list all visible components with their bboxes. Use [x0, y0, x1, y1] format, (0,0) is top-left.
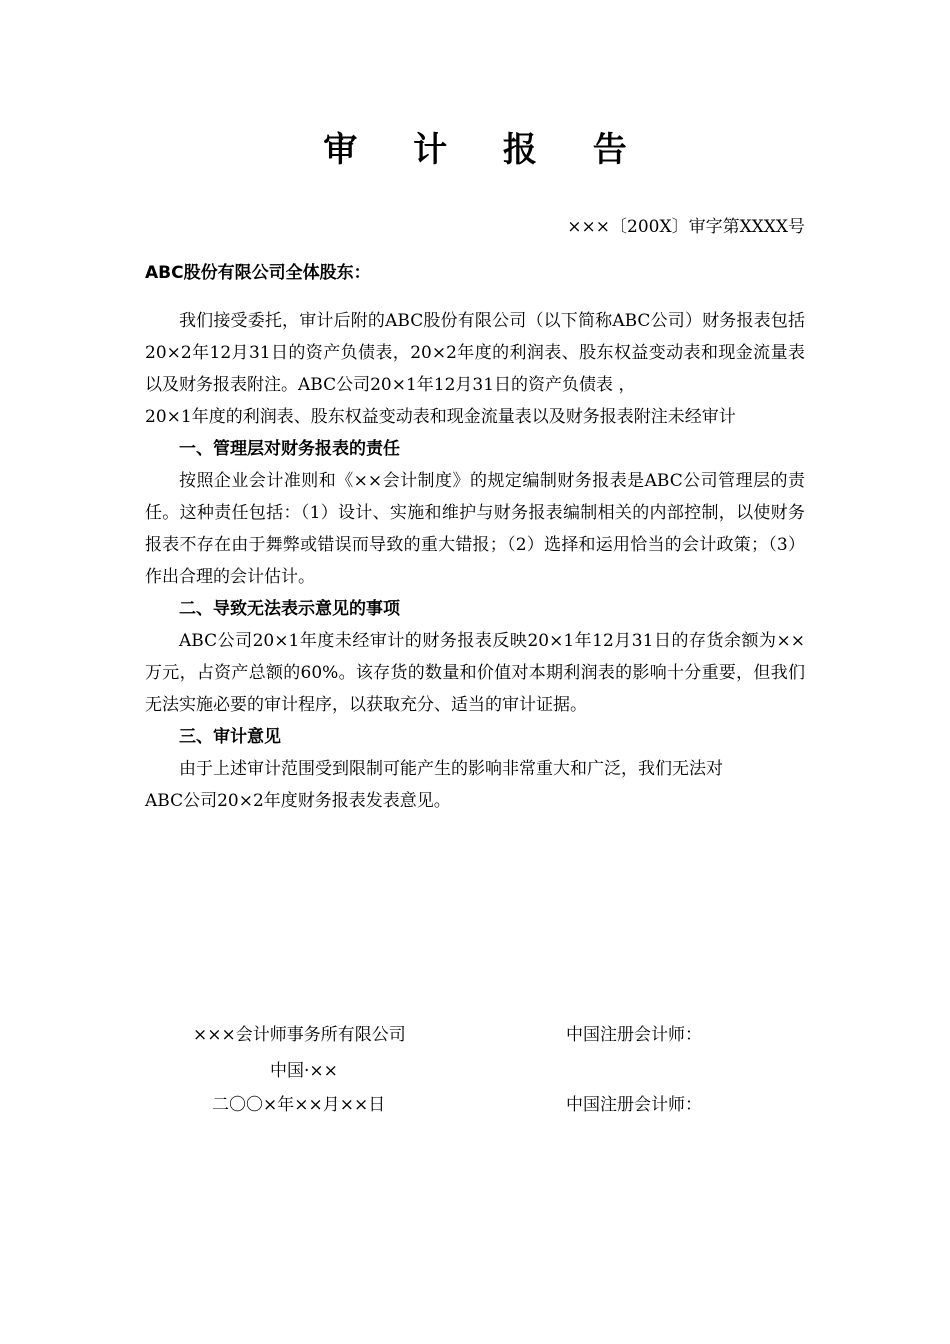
section-heading-management: 一、管理层对财务报表的责任	[179, 439, 400, 459]
intro-paragraph: 我们接受委托，审计后附的ABC股份有限公司（以下简称ABC公司）财务报表包括20×2年12月31日的资产负债表，20×2年度的利润表、股东权益变动表和现金流量表以及财务报表附注。ABC公司20×1年12月31日的资产负债表 ，	[145, 311, 805, 395]
signature-cpa-1: 中国注册会计师：	[566, 1025, 702, 1045]
signature-cpa-2: 中国注册会计师：	[566, 1095, 702, 1115]
salutation: ABC股份有限公司全体股东：	[145, 263, 371, 283]
section-text-opinion: 由于上述审计范围受到限制可能产生的影响非常重大和广泛，我们无法对	[179, 759, 723, 779]
section-text-management: 按照企业会计准则和《××会计制度》的规定编制财务报表是ABC公司管理层的责任。这种责任包括：（1）设计、实施和维护与财务报表编制相关的内部控制，以使财务报表不存在由于舞弊或错误而导致的重大错报；（2）选择和运用恰当的会计政策；（3）作出合理的会计估计。	[145, 471, 805, 587]
signature-firm: ×××会计师事务所有限公司	[193, 1025, 406, 1045]
signature-date: 二〇〇×年××月××日	[212, 1095, 386, 1115]
page-title: 审 计 报 告	[323, 130, 649, 170]
intro-paragraph-cont: 20×1年度的利润表、股东权益变动表和现金流量表以及财务报表附注未经审计	[145, 407, 736, 427]
section-text-opinion-cont: ABC公司20×2年度财务报表发表意见。	[145, 791, 451, 811]
section-text-basis: ABC公司20×1年度未经审计的财务报表反映20×1年12月31日的存货余额为××万元，占资产总额的60%。该存货的数量和价值对本期利润表的影响十分重要，但我们无法实施必要的审计程序，以获取充分、适当的审计证据。	[145, 631, 805, 715]
section-heading-basis: 二、导致无法表示意见的事项	[179, 599, 400, 619]
section-heading-opinion: 三、审计意见	[179, 727, 281, 747]
report-body	[145, 305, 805, 817]
signature-location: 中国·××	[270, 1061, 338, 1081]
document-number: ×××〔200X〕审字第XXXX号	[567, 217, 805, 237]
